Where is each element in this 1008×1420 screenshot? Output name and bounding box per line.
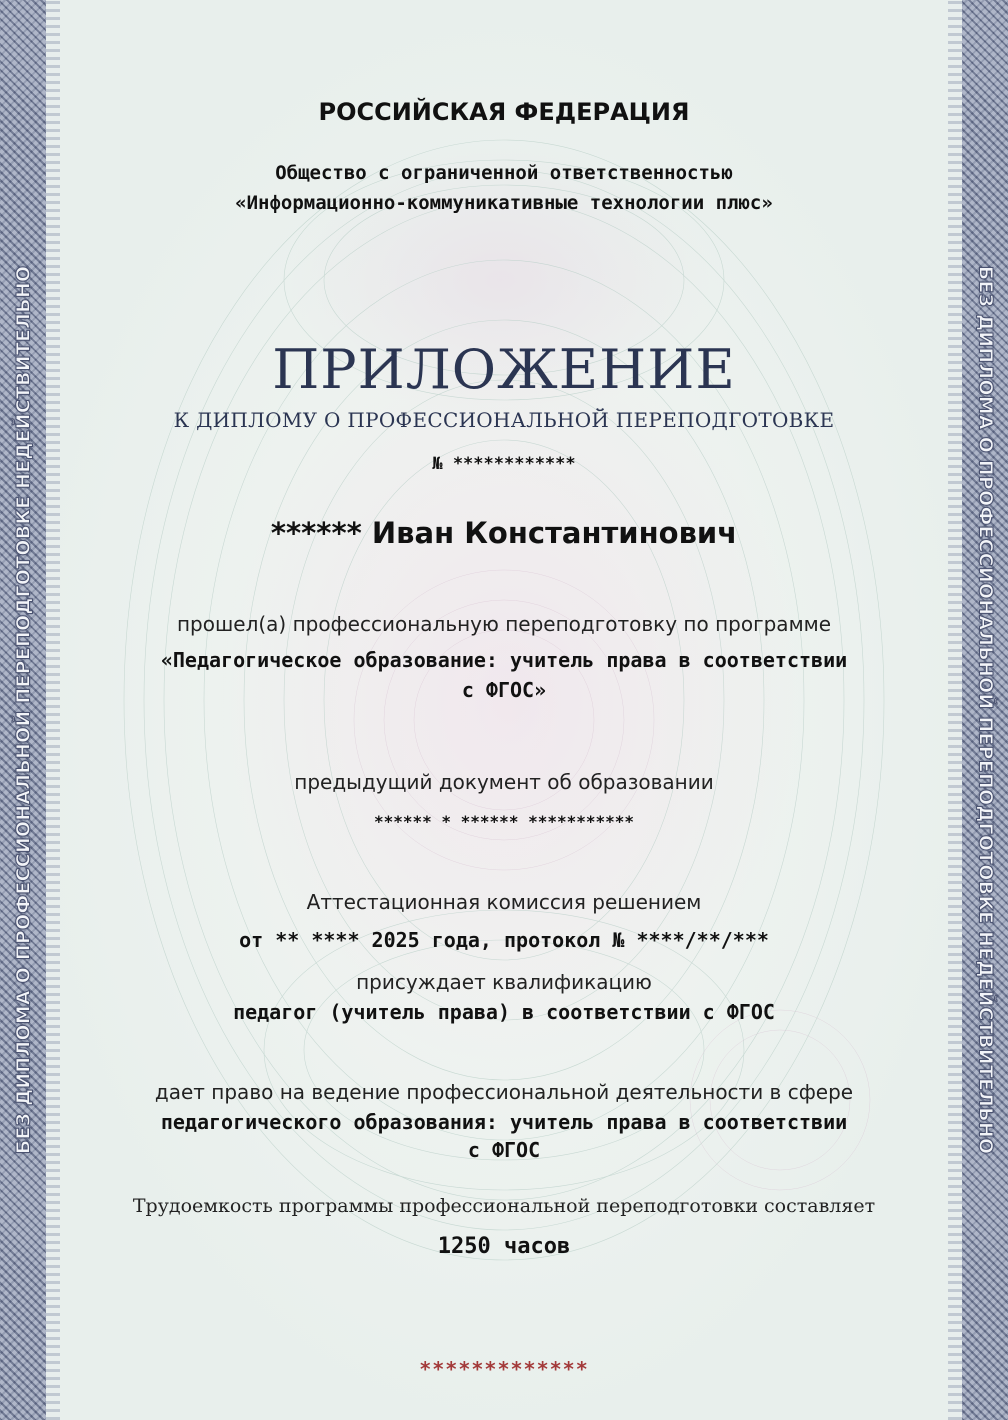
rights-label: дает право на ведение профессиональной деятельности в сфере — [154, 1080, 854, 1104]
commission-decision: от ** **** 2025 года, протокол № ****/**/*** — [239, 928, 769, 952]
hours-value: 1250 часов — [437, 1234, 571, 1259]
document-title: ПРИЛОЖЕНИЕ — [272, 338, 736, 401]
program-name-line-2: с ФГОС» — [461, 678, 547, 702]
awards-label: присуждает квалификацию — [356, 970, 652, 994]
sphere-line-1: педагогического образования: учитель права в соответствии — [160, 1110, 848, 1134]
document-subtitle: К ДИПЛОМУ О ПРОФЕССИОНАЛЬНОЙ ПЕРЕПОДГОТОВКЕ — [173, 408, 835, 432]
organization-line-1: Общество с ограниченной ответственностью — [275, 162, 733, 184]
qualification-value: педагог (учитель права) в соответствии с ФГОС — [233, 1000, 775, 1024]
previous-document-label: предыдущий документ об образовании — [294, 770, 714, 794]
previous-document-value: ****** * ****** *********** — [373, 812, 635, 831]
organization-line-2: «Информационно-коммуникативные технологии плюс» — [235, 192, 773, 214]
program-intro: прошел(а) профессиональную переподготовку по программе — [176, 612, 832, 636]
left-border-text: БЕЗ ДИПЛОМА О ПРОФЕССИОНАЛЬНОЙ ПЕРЕПОДГОТОВКЕ НЕДЕЙСТВИТЕЛЬНО — [12, 265, 35, 1155]
commission-label: Аттестационная комиссия решением — [306, 890, 702, 914]
document-number: № ************ — [432, 454, 576, 474]
country-heading: РОССИЙСКАЯ ФЕДЕРАЦИЯ — [318, 98, 690, 126]
holder-name: ****** Иван Константинович — [270, 516, 738, 550]
sphere-line-2: с ФГОС — [467, 1138, 541, 1162]
right-border-text: БЕЗ ДИПЛОМА О ПРОФЕССИОНАЛЬНОЙ ПЕРЕПОДГОТОВКЕ НЕДЕЙСТВИТЕЛЬНО — [974, 265, 997, 1155]
program-name-line-1: «Педагогическое образование: учитель права в соответствии — [160, 648, 848, 672]
serial-number: ************* — [419, 1357, 589, 1381]
hours-label: Трудоемкость программы профессиональной переподготовки составляет — [132, 1195, 876, 1217]
